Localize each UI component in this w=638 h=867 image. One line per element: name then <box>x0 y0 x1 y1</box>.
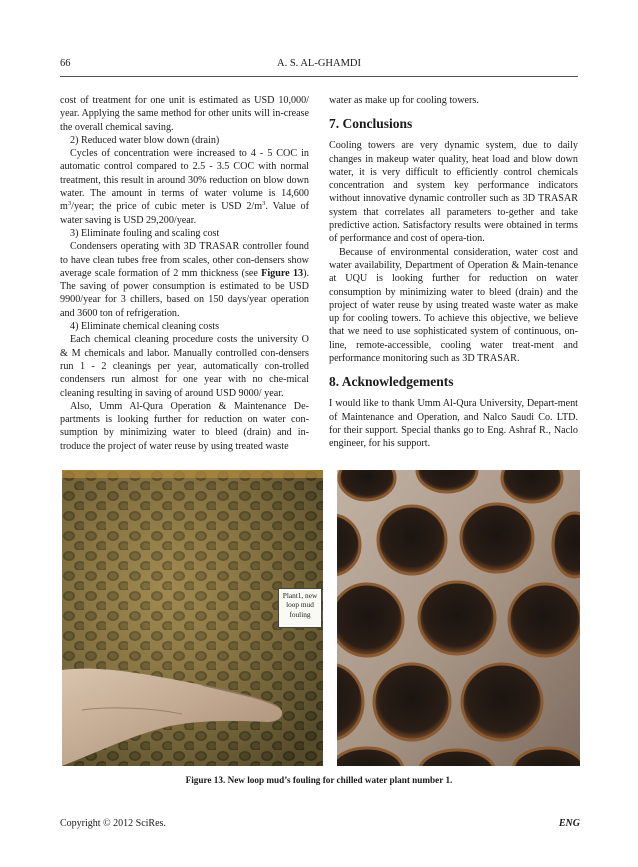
figure-caption: Figure 13. New loop mud’s fouling for chilled water plant number 1. <box>185 775 453 785</box>
paragraph: Cooling towers are very dynamic system, due to daily changes in makeup water quality, heat load and blow down water, it is very difficult to efficiently control chemicals concentration and system key performance indicators without innovative dynamic controller such as 3D TRASAR system that correlates all parameters to-gether and take predictive action. Satisfactory results were obtained in terms of performance and cost of opera-tion. <box>329 140 578 245</box>
figure-photo-right <box>337 470 580 766</box>
paragraph: Cycles of concentration were increased to 4 - 5 COC in automatic control compared to 2.5 - 3.5 COC with normal treatment, this result in around 30% reduction on blow down water. The amount in terms of water volume is 14,600 $m^3$/year; the price of cubic meter is USD $2/m^3$. Value of water saving is USD 29,200/year. <box>60 148 309 226</box>
paragraph: water as make up for cooling towers. <box>329 95 479 106</box>
footer-copyright: Copyright © 2012 SciRes. <box>60 818 166 829</box>
paragraph: Condensers operating with 3D TRASAR controller found to have clean tubes free from scales, other con-densers show average scale formation of 2 mm thickness (see Figure 13). The saving of power consumption is estimated to be USD 9900/year for 3 chillers, based on 150 days/year operation and 3600 ton of refrigeration. <box>60 241 309 319</box>
paragraph: I would like to thank Umm Al-Qura University, Depart-ment of Maintenance and Operation, and Nalco Saudi Co. LTD. for their support. Special thanks go to Eng. Ashraf R., Naclo engineer, for his support. <box>329 398 578 450</box>
list-heading: 4) Eliminate chemical cleaning costs <box>70 321 220 333</box>
paragraph: Each chemical cleaning procedure costs the university O & M chemicals and labor. Manually controlled con-densers run 1 - 2 cleanings per year, automatically con-trolled condensers run almost for one year with no che-mical cleaning resulting in saving of around USD 9000/ year. <box>60 334 309 399</box>
right-column <box>329 94 578 451</box>
running-title: A. S. AL-GHAMDI <box>277 58 361 69</box>
list-heading: 2) Reduced water blow down (drain) <box>70 134 220 146</box>
figure-reference[interactable]: Figure 13 <box>261 267 304 279</box>
paragraph: cost of treatment for one unit is estimated as USD 10,000/ year. Applying the same method for other units will in-crease the overall chemical saving. <box>60 95 309 133</box>
paragraph: Also, Umm Al-Qura Operation & Maintenance De-partments is looking further for reduction on water con-sumption by minimizing water to bleed (drain) and in-troduce the project of water reuse by using treated waste <box>60 400 309 452</box>
superscript: 3 <box>67 200 72 208</box>
superscript: 3 <box>262 200 266 208</box>
figure-callout-label: Plant1, new loop mud fouling <box>278 588 322 628</box>
paragraph: Because of environmental consideration, water cost and water availability, Department of Operation & Main-tenance at UQU is looking further for reduction on water consumption by minimizing water to bleed (drain) and the project of water reuse by using treated waste water as make up for cooling towers. To achieve this objective, we believe that we need to use sophisticated system of continuous, on-line, remote-accessible, cooling water treat-ment and performance monitoring such as 3D TRASAR. <box>329 246 578 365</box>
header-divider <box>60 76 578 77</box>
footer-journal: ENG <box>558 818 580 829</box>
page-number: 66 <box>60 58 71 69</box>
section-heading-acknowledgements: 8. Acknowledgements <box>329 374 454 390</box>
left-column <box>60 94 309 453</box>
list-heading: 3) Eliminate fouling and scaling cost <box>70 227 220 239</box>
section-heading-conclusions: 7. Conclusions <box>329 116 413 132</box>
